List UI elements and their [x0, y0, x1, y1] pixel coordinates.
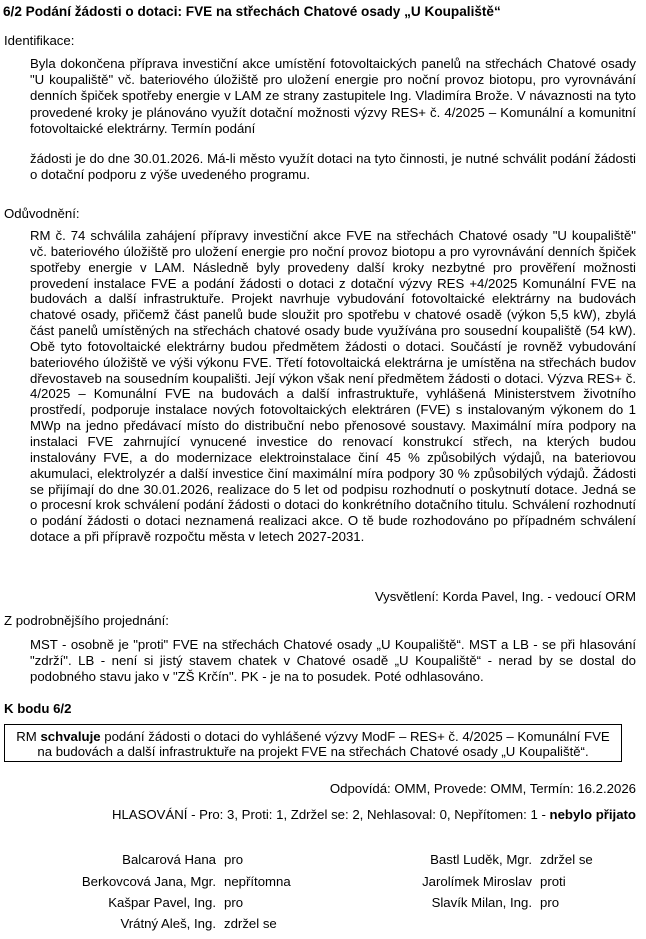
vote-name: Berkovcová Jana, Mgr. [81, 874, 216, 889]
voting-summary: HLASOVÁNÍ - Pro: 3, Proti: 1, Zdržel se: 2, Nehlasoval: 0, Nepřítomen: 1 - [111, 807, 546, 822]
page-title: 6/2 Podání žádosti o dotaci: FVE na střechách Chatové osady „U Koupaliště“ [3, 4, 501, 19]
justification-label: Odůvodnění: [4, 206, 80, 221]
vote-value: proti [540, 874, 566, 889]
vote-value: nepřítomna [224, 874, 291, 889]
identification-label: Identifikace: [4, 33, 75, 48]
responsibility-line: Odpovídá: OMM, Provede: OMM, Termín: 16.2.2026 [329, 781, 636, 796]
voting-result: nebylo přijato [549, 807, 636, 822]
vote-name: Jarolímek Miroslav [422, 874, 532, 889]
resolution-verb: schvaluje [40, 729, 101, 744]
vote-value: pro [224, 895, 244, 910]
vote-name: Vrátný Aleš, Ing. [120, 916, 216, 931]
discussion-label: Z podrobnějšího projednání: [4, 613, 169, 628]
vote-name: Bastl Luděk, Mgr. [430, 852, 532, 867]
vote-value: pro [540, 895, 560, 910]
vote-name: Kašpar Pavel, Ing. [108, 895, 216, 910]
resolution-prefix: RM [16, 729, 37, 744]
resolution-text: podání žádosti o dotaci do vyhlášené výzvy ModF – RES+ č. 4/2025 – Komunální FVE na budovách a další infrastruktuře na projekt FVE na střechách Chatové osady „U Koupaliště“. [37, 729, 610, 760]
resolution-heading: K bodu 6/2 [4, 701, 72, 716]
vote-value: pro [224, 852, 244, 867]
resolution-box [4, 724, 622, 762]
identification-paragraph-1: Byla dokončena příprava investiční akce umístění fotovoltaických panelů na střechách Chatové osady "U koupaliště" vč. bateriového úložiště pro uložení energie pro noční provoz biotopu, pro vyrovnávání denních špiček spotřeby energie v LAM ze strany zastupitele Ing. Vladimíra Brože. V návaznosti na tyto provedené kroky je plánováno využít dotační možnosti výzvy RES+ č. 4/2025 – Komunální a komunitní fotovoltaické elektrárny. Termín podání [30, 56, 636, 136]
voting-line [112, 807, 636, 823]
vote-value: zdržel se [540, 852, 593, 867]
discussion-text: MST - osobně je "proti" FVE na střechách Chatové osady „U Koupaliště“. MST a LB - se při hlasování "zdrží". LB - není si jistý stavem chatek v Chatové osadě „U Koupaliště“ - nerad by se dostal do podobného stavu jako v "ZŠ Krčín". PK - je na to posudek. Poté odhlasováno. [30, 637, 636, 685]
vote-name: Balcarová Hana [122, 852, 216, 867]
identification-paragraph-2: žádosti je do dne 30.01.2026. Má-li město využít dotaci na tyto činnosti, je nutné schválit podání žádosti o dotační podporu z výše uvedeného programu. [30, 151, 636, 183]
vote-value: zdržel se [224, 916, 277, 931]
identification-text [30, 56, 636, 183]
justification-text: RM č. 74 schválila zahájení přípravy investiční akce FVE na střechách Chatové osady "U koupaliště" vč. bateriového úložiště pro uložení energie pro noční provoz biotopu a pro vyrovnávání denních špiček spotřeby energie v LAM. Následně byly provedeny další kroky nezbytné pro prověření možnosti provedení instalace FVE a podání žádosti o dotaci z dotační výzvy RES +4/2025 Komunální FVE na budovách a další infrastruktuře. Projekt navrhuje vybudování fotovoltaické elektrárny na budovách chatové osady, přičemž část panelů bude sloužit pro spotřebu v chatové osadě (výkon 5,5 kW), zbylá část panelů umístěných na střechách chatové osady bude využívána pro sousední koupaliště (54 kW). Obě tyto fotovoltaické elektrárny budou předmětem žádosti o dotaci. Součástí je rovněž vybudování bateriového úložiště ve výši výkonu FVE. Třetí fotovoltaická elektrárna je umístěna na střechách budov dřevostaveb na sousedním koupališti. Její výkon však není předmětem žádosti o dotaci. Výzva RES+ č. 4/2025 – Komunální FVE na budovách a další infrastruktuře, vyhlášená Ministerstvem životního prostředí, podporuje instalace nových fotovoltaických elektráren (FVE) s instalovaným výkonem do 1 MWp na jedno předávací místo do distribuční nebo přenosové soustavy. Maximální míra podpory na instalaci FVE zahrnující vynucené investice do renovací konstrukcí střech, na kterých budou instalovány FVE, a do modernizace elektroinstalace činí 45 % způsobilých výdajů, na bateriovou akumulaci, elektrolyzér a další investice činí maximální míra podpory 30 % způsobilých výdajů. Žádosti se přijímají do dne 30.01.2026, realizace do 5 let od podpisu rozhodnutí o poskytnutí dotace. Jedná se o procesní krok schválení podání žádosti o dotaci do konkrétního dotačního titulu. Schválení rozhodnutí o podání žádosti o dotaci neznamená realizaci akce. O tě bude rozhodováno po případném schválení dotace a při přípravě rozpočtu města v letech 2027-2031. [30, 228, 636, 545]
vote-name: Slavík Milan, Ing. [431, 895, 532, 910]
explanation-line: Vysvětlení: Korda Pavel, Ing. - vedoucí ORM [374, 589, 636, 604]
